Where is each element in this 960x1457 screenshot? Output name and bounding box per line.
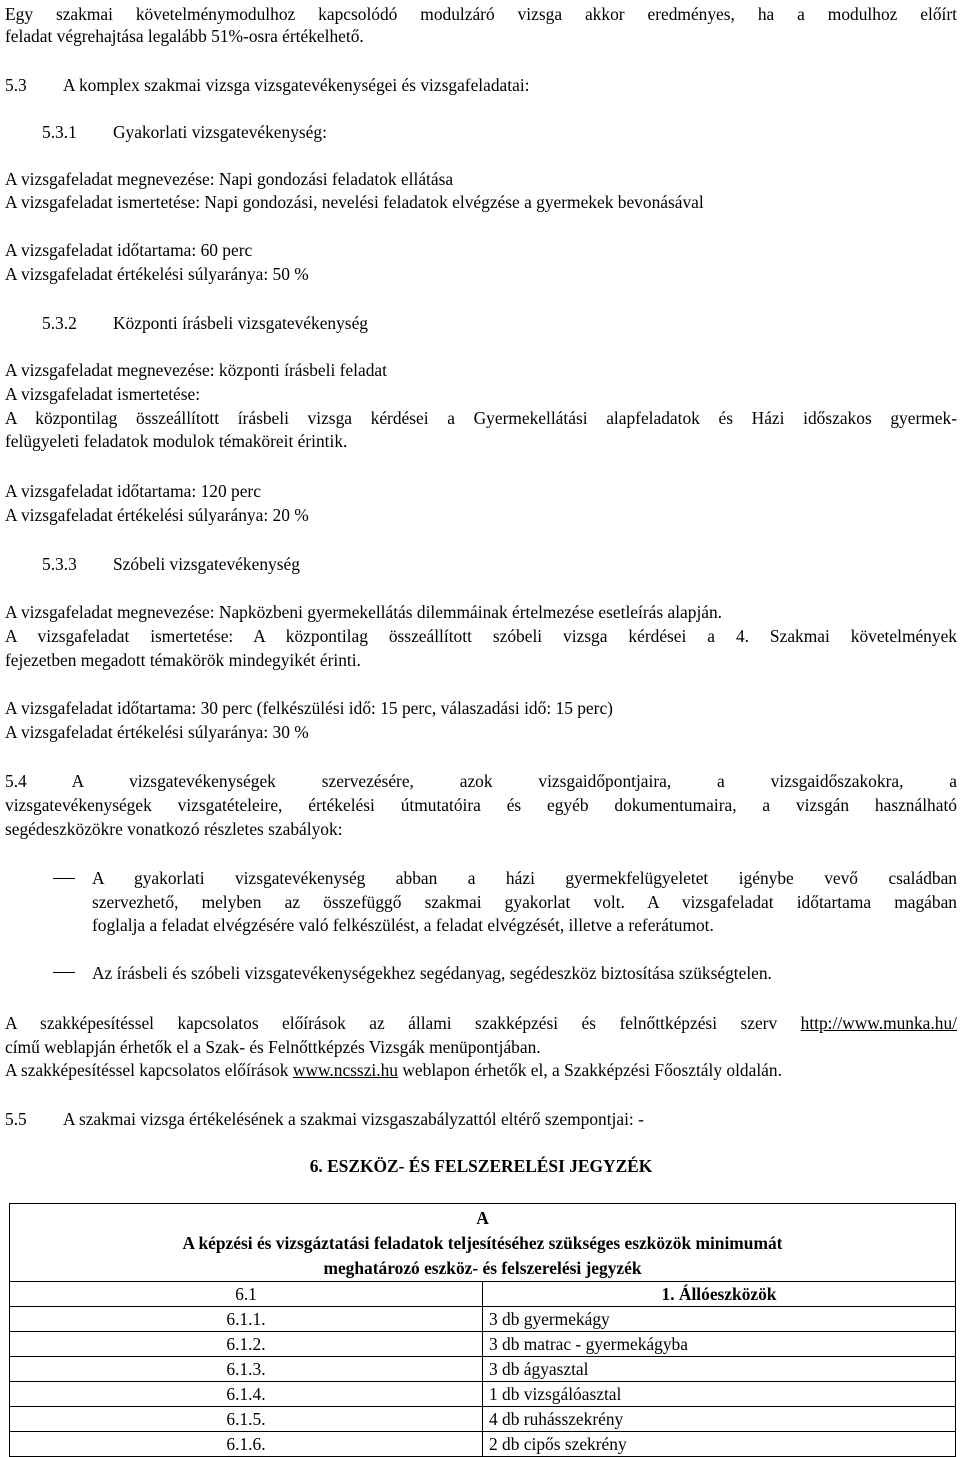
row-number: 6.1.6. <box>10 1432 483 1457</box>
section-5-4-line-1: 5.4 A vizsgatevékenységek szervezésére, azok vizsgaidőpontjaira, a vizsgaidőszakokra, a <box>5 771 957 791</box>
reference-2-prefix: A szakképesítéssel kapcsolatos előírások <box>5 1060 289 1080</box>
task-description-label: A vizsgafeladat ismertetése: <box>5 384 201 404</box>
row-number: 6.1.1. <box>10 1307 483 1332</box>
table-row <box>10 1407 956 1432</box>
bullet-dash-icon <box>53 972 75 973</box>
section-title: Gyakorlati vizsgatevékenység: <box>113 122 327 142</box>
table-section-number: 6.1 <box>10 1282 483 1307</box>
task-description-line-1: A vizsgafeladat ismertetése: A központilag összeállított szóbeli vizsga kérdései a 4. Szakmai követelmények <box>5 626 957 646</box>
bullet-1-line-1: A gyakorlati vizsgatevékenység abban a házi gyermekfelügyeletet igénybe vevő családban <box>92 868 957 888</box>
section-number: 5.5 <box>5 1109 27 1129</box>
section-5-3-3-heading <box>5 552 300 576</box>
section-number: 5.3.3 <box>42 554 77 574</box>
section-number: 5.3.1 <box>42 122 77 142</box>
table-header-row <box>10 1204 956 1282</box>
ncsszi-link[interactable]: www.ncsszi.hu <box>292 1060 398 1080</box>
section-title: Szóbeli vizsgatevékenység <box>113 554 300 574</box>
table-header-letter: A <box>476 1208 489 1228</box>
table-row <box>10 1307 956 1332</box>
section-6-title: 6. ESZKÖZ- ÉS FELSZERELÉSI JEGYZÉK <box>309 1156 653 1176</box>
section-5-5 <box>5 1107 644 1131</box>
section-title: A komplex szakmai vizsga vizsgatevékenységei és vizsgafeladatai: <box>63 75 530 95</box>
section-text: A szakmai vizsga értékelésének a szakmai vizsgaszabályzattól eltérő szempontjai: - <box>63 1109 644 1129</box>
task-duration: A vizsgafeladat időtartama: 30 perc (felkészülési idő: 15 perc, válaszadási idő: 15 perc) <box>5 698 613 718</box>
table-row <box>10 1357 956 1382</box>
bullet-1-line-3: foglalja a feladat elvégzésére való felkészülést, a feladat elvégzését, illetve a referátumot. <box>92 915 714 935</box>
table-header-line-2: meghatározó eszköz- és felszerelési jegyzék <box>323 1258 642 1278</box>
row-item: 3 db ágyasztal <box>483 1357 956 1382</box>
task-description-line-2: fejezetben megadott témakörök mindegyikét érinti. <box>5 650 361 670</box>
row-item: 3 db gyermekágy <box>483 1307 956 1332</box>
row-item: 1 db vizsgálóasztal <box>483 1382 956 1407</box>
task-weight: A vizsgafeladat értékelési súlyaránya: 30 % <box>5 722 309 742</box>
row-number: 6.1.5. <box>10 1407 483 1432</box>
intro-line-1: Egy szakmai követelménymodulhoz kapcsolódó modulzáró vizsga akkor eredményes, ha a modulhoz előírt <box>5 4 957 24</box>
section-5-3-2-heading <box>5 311 368 335</box>
task-duration: A vizsgafeladat időtartama: 120 perc <box>5 481 261 501</box>
row-item: 4 db ruhásszekrény <box>483 1407 956 1432</box>
bullet-2: Az írásbeli és szóbeli vizsgatevékenységekhez segédanyag, segédeszköz biztosítása szükségtelen. <box>92 963 772 983</box>
reference-2 <box>5 1058 782 1082</box>
section-number: 5.3 <box>5 75 27 95</box>
task-name: A vizsgafeladat megnevezése: Napi gondozási feladatok ellátása <box>5 169 454 189</box>
section-5-3-heading <box>5 73 529 97</box>
table-section-title: 1. Állóeszközök <box>483 1282 956 1307</box>
table-section-row <box>10 1282 956 1307</box>
reference-1-line-2: című weblapján érhetők el a Szak- és Felnőttképzés Vizsgák menüpontjában. <box>5 1037 541 1057</box>
row-number: 6.1.4. <box>10 1382 483 1407</box>
reference-1-text: A szakképesítéssel kapcsolatos előírások az állami szakképzési és felnőttképzési szerv <box>5 1013 778 1033</box>
section-title: Központi írásbeli vizsgatevékenység <box>113 313 368 333</box>
intro-line-2: feladat végrehajtása legalább 51%-osra értékelhető. <box>5 26 364 46</box>
table-header <box>10 1204 956 1282</box>
reference-1-line-1 <box>5 1011 957 1035</box>
row-number: 6.1.3. <box>10 1357 483 1382</box>
section-number: 5.3.2 <box>42 313 77 333</box>
section-5-4-line-3: segédeszközökre vonatkozó részletes szabályok: <box>5 819 343 839</box>
munka-link[interactable]: http://www.munka.hu/ <box>800 1013 957 1033</box>
section-5-4-line-2: vizsgatevékenységek vizsgatételeire, értékelési útmutatóira és egyéb dokumentumaira, a vizsgán használható <box>5 795 957 815</box>
task-weight: A vizsgafeladat értékelési súlyaránya: 50 % <box>5 264 309 284</box>
task-weight: A vizsgafeladat értékelési súlyaránya: 20 % <box>5 505 309 525</box>
bullet-1-line-2: szervezhető, melyben az összefüggő szakmai gyakorlat volt. A vizsgafeladat időtartama magában <box>92 892 957 912</box>
row-number: 6.1.2. <box>10 1332 483 1357</box>
reference-2-suffix: weblapon érhetők el, a Szakképzési Főosztály oldalán. <box>402 1060 782 1080</box>
table-row <box>10 1382 956 1407</box>
row-item: 2 db cipős szekrény <box>483 1432 956 1457</box>
section-5-3-1-heading <box>5 120 327 144</box>
task-name: A vizsgafeladat megnevezése: Napközbeni gyermekellátás dilemmáinak értelmezése esetleírás alapján. <box>5 602 723 622</box>
equipment-table <box>9 1203 956 1457</box>
task-duration: A vizsgafeladat időtartama: 60 perc <box>5 240 253 260</box>
task-description: A vizsgafeladat ismertetése: Napi gondozási, nevelési feladatok elvégzése a gyermekek bevonásával <box>5 192 704 212</box>
table-row <box>10 1332 956 1357</box>
bullet-dash-icon <box>53 878 75 879</box>
table-header-line-1: A képzési és vizsgáztatási feladatok teljesítéséhez szükséges eszközök minimumát <box>182 1233 783 1253</box>
table-row <box>10 1432 956 1457</box>
row-item: 3 db matrac - gyermekágyba <box>483 1332 956 1357</box>
task-description-line-2: felügyeleti feladatok modulok témaköreit érintik. <box>5 431 348 451</box>
task-name: A vizsgafeladat megnevezése: központi írásbeli feladat <box>5 360 387 380</box>
task-description-line-1: A központilag összeállított írásbeli vizsga kérdései a Gyermekellátási alapfeladatok és Házi időszakos gyermek- <box>5 408 957 428</box>
